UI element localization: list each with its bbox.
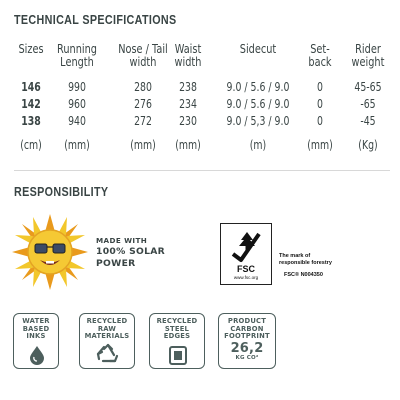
water-drop-icon bbox=[14, 344, 60, 366]
unit-m: (m) bbox=[249, 138, 267, 152]
header-setback: Set- back bbox=[308, 41, 332, 69]
cell-sidecut: 9.0 / 5.6 / 9.0 bbox=[226, 80, 290, 94]
cell-rider-weight: -45 bbox=[360, 114, 376, 128]
responsibility-title: RESPONSIBILITY bbox=[14, 185, 109, 199]
cell-rider-weight: 45-65 bbox=[354, 80, 382, 94]
unit-mm: (mm) bbox=[130, 138, 156, 152]
steel-edge-icon bbox=[150, 343, 206, 367]
carbon-footprint-value: 26,2 bbox=[230, 341, 264, 356]
carbon-footprint-unit: KG CO² bbox=[235, 355, 259, 361]
fsc-mark-line2: responsible forestry bbox=[279, 260, 332, 266]
solar-line2: 100% SOLAR bbox=[96, 246, 166, 257]
fsc-logo-text: FSC bbox=[237, 264, 255, 274]
cell-size: 146 bbox=[21, 80, 41, 94]
cell-sidecut: 9.0 / 5.6 / 9.0 bbox=[226, 97, 290, 111]
carbon-footprint-icon bbox=[219, 342, 275, 362]
cell-waist: 230 bbox=[179, 114, 197, 128]
recycled-steel-edges-badge bbox=[149, 313, 205, 369]
badge-label: PRODUCT CARBON FOOTPRINT bbox=[224, 317, 270, 341]
cell-rider-weight: -65 bbox=[360, 97, 376, 111]
recycled-raw-materials-badge bbox=[79, 313, 135, 369]
badge-label: RECYCLED STEEL EDGES bbox=[156, 317, 198, 341]
solar-line1: MADE WITH bbox=[96, 236, 148, 245]
recycle-icon bbox=[80, 343, 136, 367]
fsc-license: FSC® N004350 bbox=[284, 272, 323, 278]
cell-running-length: 940 bbox=[68, 114, 86, 128]
cell-nose-tail: 280 bbox=[134, 80, 152, 94]
cell-size: 138 bbox=[21, 114, 41, 128]
fsc-mark-line1: The mark of bbox=[279, 253, 311, 259]
product-carbon-footprint-badge bbox=[218, 313, 276, 369]
section-divider bbox=[14, 170, 390, 171]
cell-size: 142 bbox=[21, 97, 41, 111]
cell-waist: 234 bbox=[179, 97, 197, 111]
header-rider-weight: Rider weight bbox=[351, 41, 385, 69]
cell-nose-tail: 276 bbox=[134, 97, 152, 111]
cell-setback: 0 bbox=[317, 80, 323, 94]
unit-mm: (mm) bbox=[307, 138, 333, 152]
cell-setback: 0 bbox=[317, 114, 323, 128]
water-based-inks-badge bbox=[13, 313, 59, 369]
cell-waist: 238 bbox=[179, 80, 197, 94]
fsc-site: www.fsc.org bbox=[233, 275, 259, 280]
fsc-logo bbox=[220, 223, 272, 285]
header-sidecut: Sidecut bbox=[239, 41, 277, 56]
cell-setback: 0 bbox=[317, 97, 323, 111]
cell-nose-tail: 272 bbox=[134, 114, 152, 128]
cell-running-length: 990 bbox=[68, 80, 86, 94]
cell-running-length: 960 bbox=[68, 97, 86, 111]
header-sizes: Sizes bbox=[18, 41, 44, 56]
technical-specifications-title: TECHNICAL SPECIFICATIONS bbox=[14, 13, 177, 27]
solar-line3: POWER bbox=[96, 258, 136, 269]
unit-mm: (mm) bbox=[175, 138, 201, 152]
header-running-length: Running Length bbox=[57, 41, 97, 69]
sun-mascot-icon bbox=[10, 212, 90, 292]
unit-mm: (mm) bbox=[64, 138, 90, 152]
header-waist-width: Waist width bbox=[174, 41, 202, 69]
header-nose-tail-width: Nose / Tail width bbox=[118, 41, 168, 69]
unit-kg: (Kg) bbox=[358, 138, 378, 152]
badge-label: RECYCLED RAW MATERIALS bbox=[84, 317, 130, 341]
cell-sidecut: 9.0 / 5,3 / 9.0 bbox=[226, 114, 290, 128]
unit-cm: (cm) bbox=[20, 138, 42, 152]
badge-label: WATER BASED INKS bbox=[22, 317, 50, 341]
